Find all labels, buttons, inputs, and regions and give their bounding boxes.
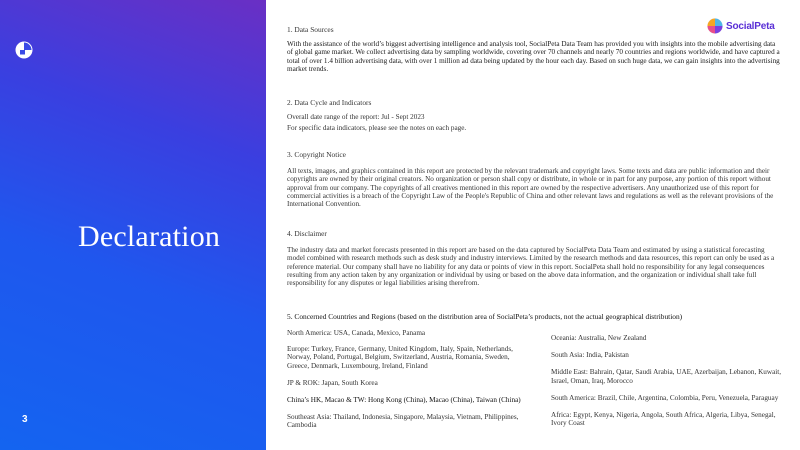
section-body-line: For specific data indicators, please see the notes on each page. [287,124,467,133]
section-body: With the assistance of the world’s biggest advertising intelligence and analysis tool, SocialPeta Data Team has provided you with insights into the mobile advertising data of global game market. We collect advertising data by sampling worldwide, covering over 70 channels and nearly 70 countries and regions worldwide, and have captured a total of over 1.4 billion advertising data, with over 1 million ad data being updated by the hour each day. Based on such huge data, we can gain insights into the advertising market trends. [287,40,780,73]
section-body-line: Overall date range of the report: Jul - Sept 2023 [287,113,425,122]
left-panel [0,0,266,450]
region-item: Africa: Egypt, Kenya, Nigeria, Angola, South Africa, Algeria, Libya, Senegal, Ivory Coast [551,411,776,428]
section-disclaimer [287,230,783,287]
region-item: JP & ROK: Japan, South Korea [287,378,378,387]
section-copyright [287,151,783,208]
page-title: Declaration [78,220,221,253]
region-item: Europe: Turkey, France, Germany, United Kingdom, Italy, Spain, Netherlands, Norway, Poland, Portugal, Belgium, Switzerland, Austria, Romania, Sweden, Greece, Denmark, Luxembourg, Ireland, Finland [287,345,513,370]
regions-column-right [551,334,783,436]
section-heading: 1. Data Sources [287,25,334,34]
socialpeta-logo-icon [15,41,33,59]
regions-column-left [287,329,527,439]
section-body: All texts, images, and graphics contained in this report are protected by the relevant trademark and copyright laws. Some texts and data are public information and their copyrights are owned by their original creators. No organization or person shall copy or distribute, in whole or in part for any purpose, any portion of this report without approval from our company. The copyrights of all creatives mentioned in this report are owned by the respective advertisers. Any unauthorized use of this report for commercial activities is a breach of the Copyright Law of the People's Republic of China and other relevant laws and regulations as well as the relevant provisions of the International Convention. [287,167,774,209]
section-data-sources [287,26,783,73]
section-body: The industry data and market forecasts presented in this report are based on the data captured by SocialPeta Data Team and estimated by using a statistical forecasting model combined with research methods such as desk study and industry interviews. Limited by the research methods and data resources, this report can only be used as a reference material. Our company shall have no liability for any data or points of view in this report. SocialPeta shall hold no responsibility for any legal consequences resulting from any action taken by any organization or individual by using or based on the above data information, and the organization or individual shall take full responsibility for any disputes or legal liabilities arising therefrom. [287,246,775,288]
region-item: Middle East: Bahrain, Qatar, Saudi Arabia, UAE, Azerbaijan, Lebanon, Kuwait, Israel, Oman, Iraq, Morocco [551,368,782,385]
region-item: Oceania: Australia, New Zealand [551,334,647,342]
section-heading: 5. Concerned Countries and Regions (based on the distribution area of SocialPeta’s products, not the actual geographical distribution) [287,312,683,321]
region-item: South America: Brazil, Chile, Argentina, Colombia, Peru, Venezuela, Paraguay [551,393,779,402]
region-item: North America: USA, Canada, Mexico, Panama [287,329,426,337]
section-heading: 4. Disclaimer [287,229,327,238]
region-item: South Asia: India, Pakistan [551,351,629,360]
section-heading: 3. Copyright Notice [287,150,346,159]
region-item: China’s HK, Macao & TW: Hong Kong (China), Macao (China), Taiwan (China) [287,396,521,405]
region-item: Southeast Asia: Thailand, Indonesia, Singapore, Malaysia, Vietnam, Philippines, Cambodia [287,413,519,430]
section-data-cycle [287,99,783,133]
page-number: 3 [22,414,28,425]
section-heading: 2. Data Cycle and Indicators [287,98,372,107]
brand-name: SocialPeta [726,20,775,32]
section-regions [287,313,783,327]
